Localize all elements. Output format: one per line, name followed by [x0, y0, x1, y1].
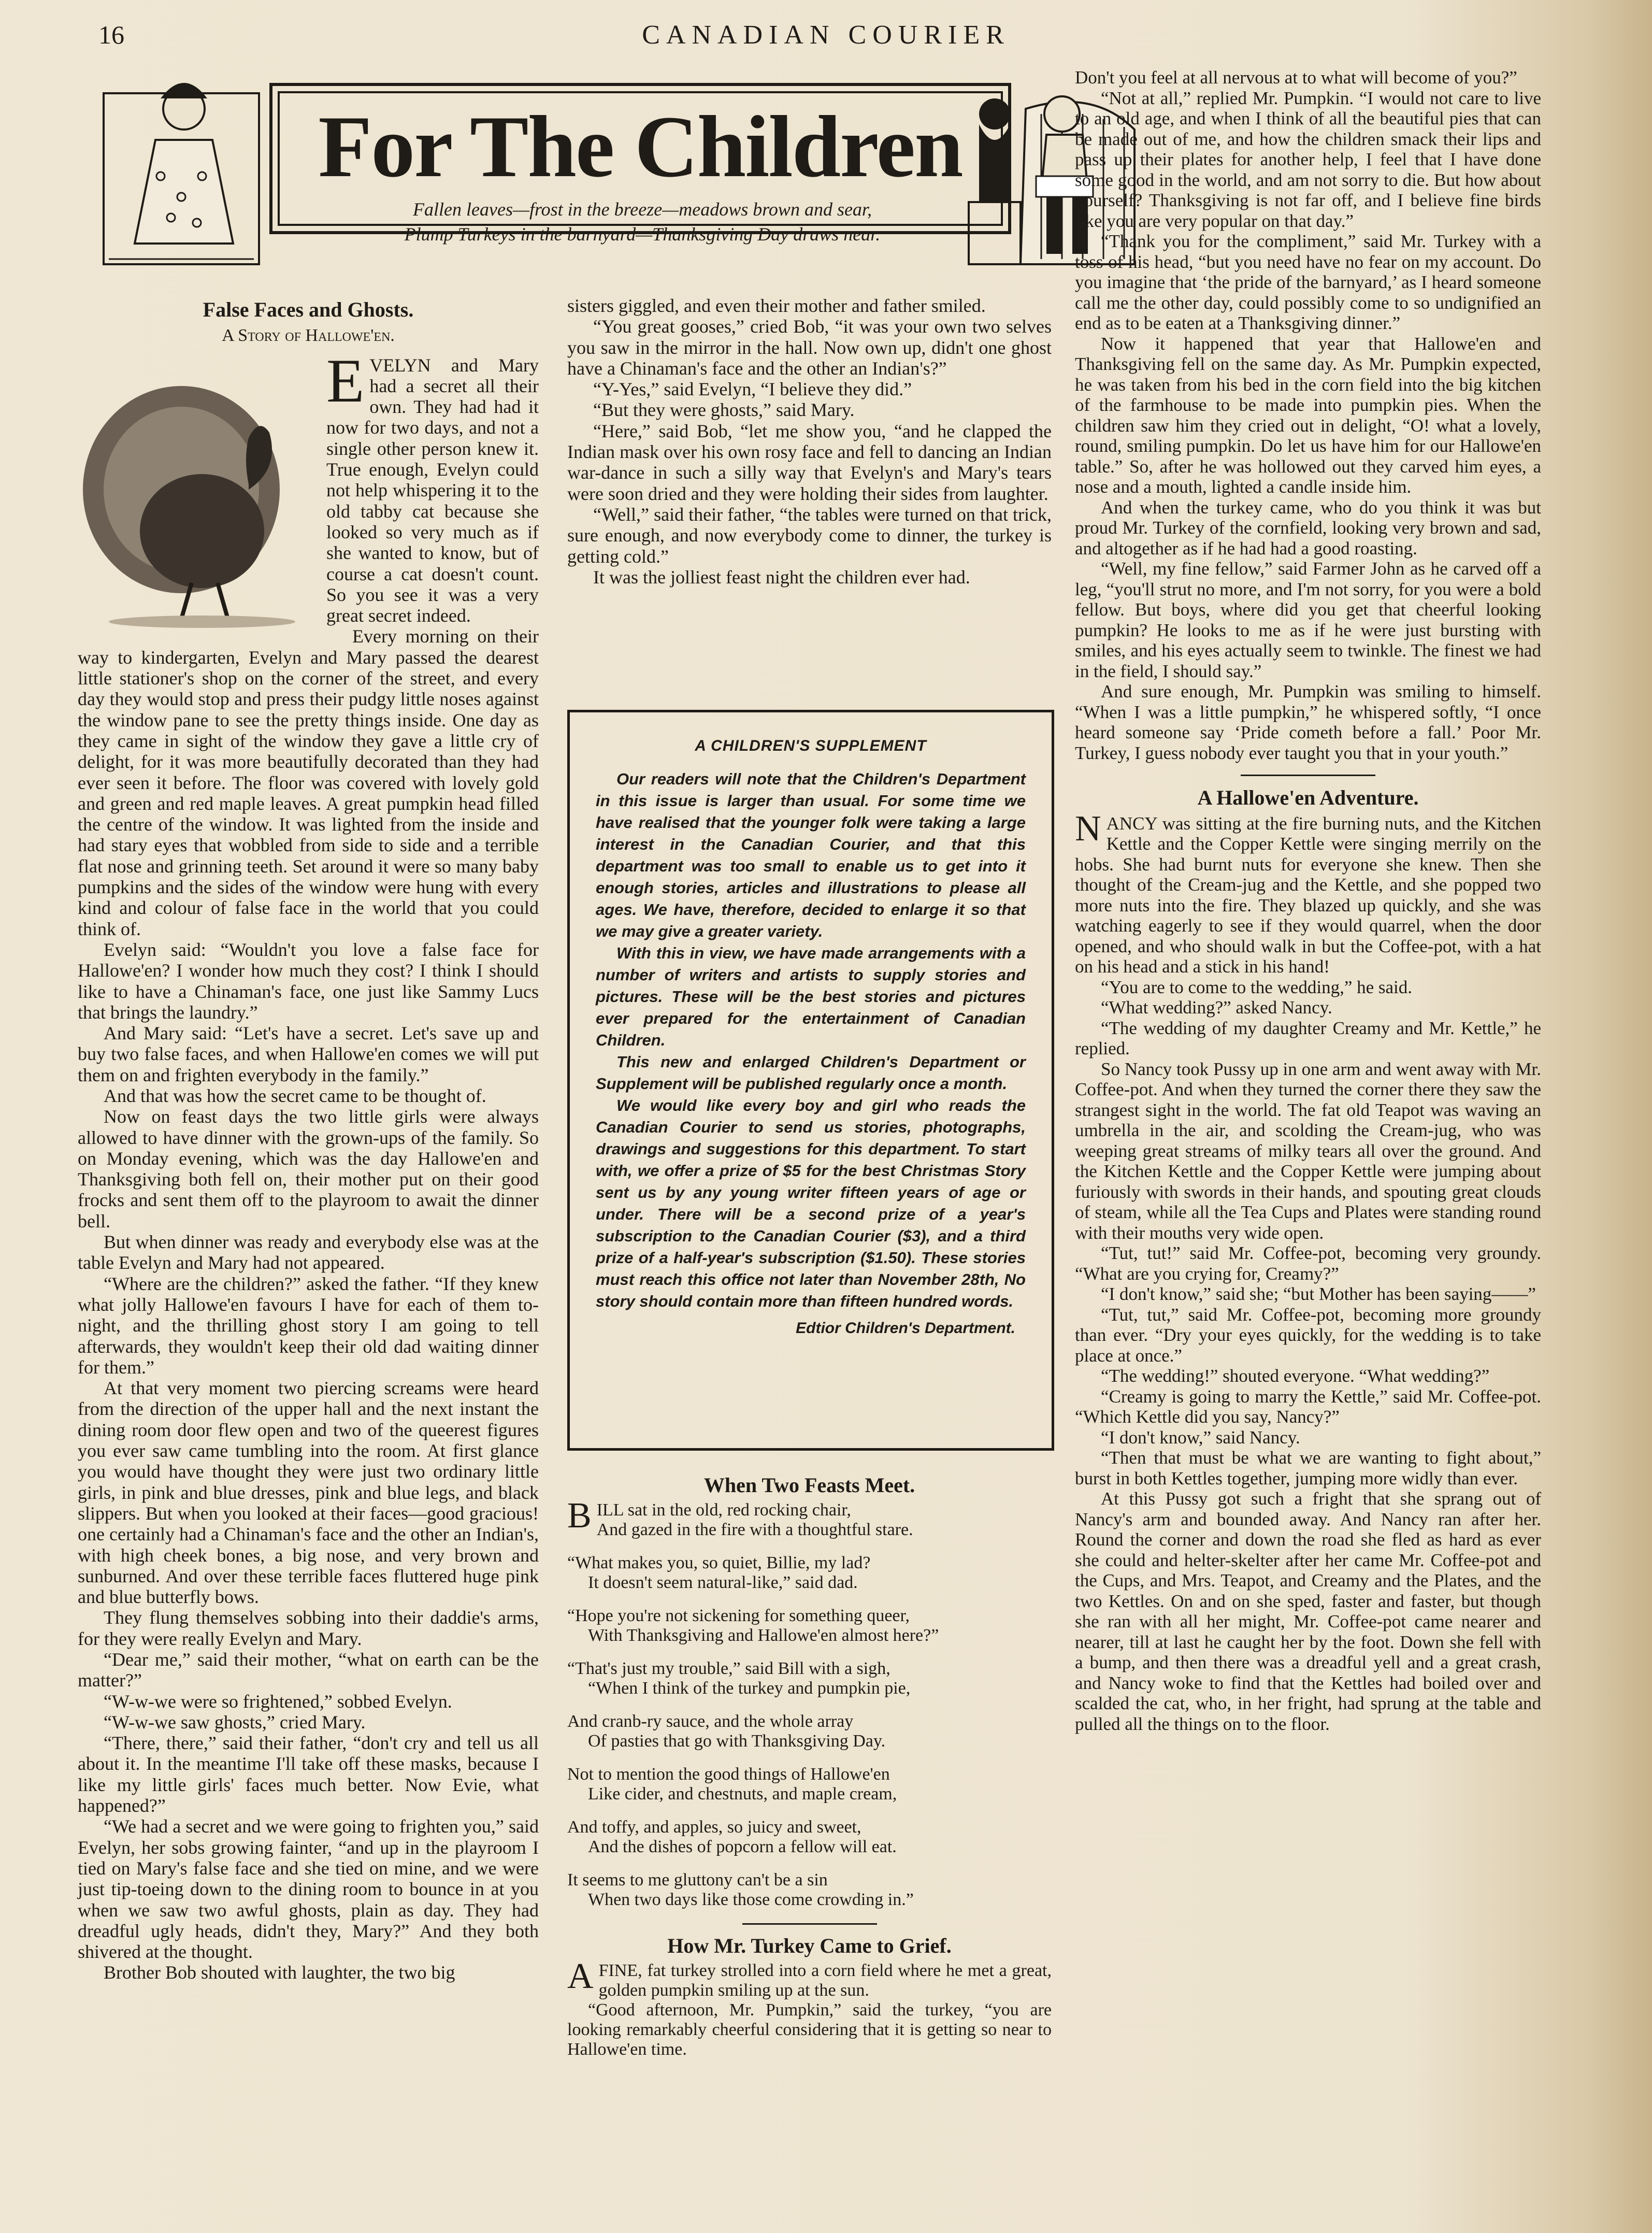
- poem-stanza: [567, 1765, 1052, 1804]
- paragraph: NANCY was sitting at the fire burning nuts, and the Kitchen Kettle and the Copper Kettle were singing merrily on the hobs. She had burnt nuts for everyone she knew. Then she thought of the Cream-jug and the Kettle, and she popped two more nuts into the fire. They blazed up quickly, and she was watching eagerly to see if they would quarrel, when the door opened, and who should walk in but the Coffee-pot, with a hat on his head and a stick in his hand!: [1075, 808, 1541, 977]
- paragraph: Our readers will note that the Children's Department in this issue is larger than usual. For some time we have realised that the younger folk were taking a large interest in the Canadian Courier, and that this department was too small to enable us to get into it enough stories, articles and illustrations to please all ages. We have, therefore, decided to enlarge it so that we may give a greater variety.: [596, 770, 1026, 940]
- paragraph: Evelyn said: “Wouldn't you love a false face for Hallowe'en? I wonder how much they cost? I think I should like to have a Chinaman's face, one just like Sammy Lucs that brings the laundry.”: [78, 939, 539, 1023]
- paragraph: With this in view, we have made arrangements with a number of writers and artists to supply stories and pictures. These will be the best stories and pictures ever prepared for the entertainment of Canadian Children.: [596, 944, 1026, 1049]
- paragraph: Now it happened that year that Hallowe'en and Thanksgiving fell on the same day. As Mr. Pumpkin expected, he was taken from his bed in the corn field into the big kitchen of the farmhouse to be made into pumpkin pies. When the children saw him they cried out in delight, “O! what a lovely, round, smiling pumpkin. Do let us have him for our Hallowe'en table.” So, after he was hollowed out they carved him eyes, a nose and a mouth, lighted a candle inside him.: [1075, 333, 1541, 497]
- story-title: How Mr. Turkey Came to Grief.: [667, 1934, 952, 1957]
- paragraph: So Nancy took Pussy up in one arm and went away with Mr. Coffee-pot. And when they turned the corner there they saw the strangest sight in the world. The fat old Teapot was waving an umbrella in the air, and scolding the Cream-jug, who was weeping great streams of milky tears all over the ground. And the Kitchen Kettle and the Copper Kettle were jumping about furiously with swords in their hands, and spouting great clouds of steam, while all the Tea Cups and Plates were standing round with their mouths very wide open.: [1075, 1058, 1541, 1243]
- paragraph: sisters giggled, and even their mother and father smiled.: [567, 295, 986, 316]
- story-title: A Hallowe'en Adventure.: [1197, 786, 1419, 809]
- paragraph: “Then that must be what we are wanting to fight about,” burst in both Kettles together, jumping more widly than ever.: [1075, 1448, 1541, 1488]
- supplement-signature: Edtior Children's Department.: [796, 1320, 1015, 1337]
- poem-line: “Hope you're not sickening for something queer,: [567, 1606, 910, 1625]
- paragraph: “We had a secret and we were going to frighten you,” said Evelyn, her sobs growing fainter, “and up in the playroom I tied on Mary's false face and she tied on mine, and we were just tip-toeing down to the dining room to bounce in at you when we saw two awful ghosts, plain as day. They had dreadful ugly heads, didn't they, Mary?” And they both shivered at the thought.: [78, 1816, 539, 1963]
- paragraph: Don't you feel at all nervous at to what will become of you?”: [1075, 67, 1517, 88]
- poem-line: Like cider, and chestnuts, and maple cream,: [588, 1784, 897, 1803]
- poem-line: “When I think of the turkey and pumpkin pie,: [588, 1679, 911, 1698]
- paragraph: Now on feast days the two little girls were always allowed to have dinner with the grown-ups of the family. So on Monday evening, which was the day Hallowe'en and Thanksgiving both fell on, their mother put on their good frocks and sent them off to the playroom to await the dinner bell.: [78, 1106, 539, 1232]
- column-1: [78, 290, 539, 1983]
- supplement-notice-box: [567, 710, 1054, 1451]
- paragraph: We would like every boy and girl who reads the Canadian Courier to send us stories, photographs, drawings and suggestions for this department. To start with, we offer a prize of $5 for the best Christmas Story sent us by any young writer fifteen years of age or under. There will be a second prize of a year's subscription to the Canadian Courier ($3), and a third prize of a half-year's subscription ($1.50). These stories must reach this office not later than November 28th, No story should contain more than fifteen hundred words.: [596, 1096, 1026, 1310]
- paragraph: At that very moment two piercing screams were heard from the direction of the upper hall and the next instant the dining room door flew open and two of the queerest figures you ever saw came tumbling into the room. At first glance you would have thought they were just two ordinary little girls, in pink and blue dresses, pink and blue legs, and black slippers. But when you looked at their faces—good gracious! one certainly had a Chinaman's face and the other an Indian's, with high cheek bones, a big nose, and very brown and sunburned. And over these terrible faces fluttered huge pink and blue butterfly bows.: [78, 1378, 539, 1608]
- paragraph: Brother Bob shouted with laughter, the two big: [104, 1962, 455, 1983]
- paragraph: “Good afternoon, Mr. Pumpkin,” said the turkey, “you are looking remarkably cheerful considering that it is getting so near to Hallowe'en time.: [567, 2000, 1052, 2059]
- poem-line: And cranb-ry sauce, and the whole array: [567, 1712, 854, 1731]
- page-header: [78, 10, 1574, 52]
- paragraph: “W-w-we were so frightened,” sobbed Evelyn.: [104, 1691, 452, 1712]
- paragraph: AFINE, fat turkey strolled into a corn field where he met a great, golden pumpkin smiling up at the sun.: [567, 1956, 1052, 2000]
- poem-line: BILL sat in the old, red rocking chair,: [567, 1496, 851, 1536]
- paragraph: And Mary said: “Let's have a secret. Let's save up and buy two false faces, and when Hallowe'en comes we will put them on and frighten everybody in the family.”: [78, 1023, 539, 1085]
- poem-line: And gazed in the fire with a thoughtful stare.: [596, 1520, 913, 1539]
- paragraph: “What wedding?” asked Nancy.: [1101, 997, 1332, 1018]
- poem-line: And the dishes of popcorn a fellow will eat.: [588, 1837, 897, 1856]
- poem-title: When Two Feasts Meet.: [703, 1473, 915, 1497]
- paragraph: “But they were ghosts,” said Mary.: [593, 399, 855, 421]
- story-title: False Faces and Ghosts.: [203, 298, 414, 321]
- poem-stanza: [567, 1659, 1052, 1698]
- poem-stanza: [567, 1553, 1052, 1593]
- poem-stanza: [567, 1712, 1052, 1751]
- supplement-title: A CHILDREN'S SUPPLEMENT: [695, 737, 927, 754]
- section-banner: [98, 62, 1078, 269]
- paragraph: “I don't know,” said Nancy.: [1101, 1427, 1300, 1448]
- paragraph: Every morning on their way to kindergarten, Evelyn and Mary passed the dearest little stationer's shop on the corner of the street, and every day they would stop and press their pudgy little noses against the window pane to see the pretty things inside. One day as they came in sight of the window they gave a little cry of delight, for it was more beautifully decorated than they had ever seen it before. The floor was covered with lovely gold and green and red maple leaves. A great pumpkin head filled the centre of the window. It was lighted from the inside and had stary eyes that wobbled from side to side and a terrible flat nose and grinning teeth. Set around it were so many baby pumpkins and the sides of the window were hung with every kind and colour of false face in the world that you could think of.: [78, 626, 539, 939]
- poem-line: “That's just my trouble,” said Bill with a sigh,: [567, 1659, 890, 1678]
- poem-line: “What makes you, so quiet, Billie, my lad?: [567, 1553, 871, 1572]
- paragraph: “Dear me,” said their mother, “what on earth can be the matter?”: [78, 1649, 539, 1691]
- poem-line: And toffy, and apples, so juicy and sweet,: [567, 1817, 861, 1837]
- paragraph: “Tut, tut!” said Mr. Coffee-pot, becoming very groundy. “What are you crying for, Creamy?”: [1075, 1243, 1541, 1284]
- drop-cap: B: [567, 1496, 592, 1536]
- paragraph: And that was how the secret came to be thought of.: [104, 1085, 486, 1106]
- poem-line: It seems to me gluttony can't be a sin: [567, 1870, 828, 1890]
- paragraph: “Here,” said Bob, “let me show you, “and he clapped the Indian mask over his own rosy face and fell to dancing an Indian war-dance in such a silly way that Evelyn's and Mary's tears were soon dried and they were holding their sides from laughter.: [567, 420, 1052, 504]
- drop-cap: A: [567, 1956, 594, 1996]
- section-title: For The Children: [318, 98, 963, 195]
- poem-line: When two days like those come crowding in.”: [588, 1890, 914, 1909]
- paragraph: “You great gooses,” cried Bob, “it was your own two selves you saw in the mirror in the hall. Now own up, didn't one ghost have a Chinaman's face and the other an Indian's?”: [567, 316, 1052, 379]
- paragraph: And sure enough, Mr. Pumpkin was smiling to himself. “When I was a little pumpkin,” he whispered softly, “I once heard someone say ‘Pride cometh before a fall.’ Poor Mr. Turkey, I guess nobody ever taught you that in your youth.”: [1075, 681, 1541, 763]
- divider: [742, 1923, 877, 1925]
- paragraph: “Thank you for the compliment,” said Mr. Turkey with a toss of his head, “but you need have no fear on my account. Do you imagine that ‘the pride of the barnyard,’ as I heard someone call me the other day, could possibly come to so undignified an end as to be eaten at a Thanksgiving dinner.”: [1075, 231, 1541, 333]
- paragraph: And when the turkey came, who do you think it was but proud Mr. Turkey of the cornfield, looking very brown and sad, and altogether as if he had had a good roasting.: [1075, 497, 1541, 559]
- paragraph: “Well, my fine fellow,” said Farmer John as he carved off a leg, “you'll strut no more, and I'm not sorry, for you were a bold fellow. But boys, where did you get that cheerful looking pumpkin? He looks to me as if he were just bursting with smiles, and his eyes actually seem to twinkle. The finest we had in the field, I should say.”: [1075, 559, 1541, 681]
- paragraph: EVELYN and Mary had a secret all their own. They had had it now for two days, and not a single other person knew it. True enough, Evelyn could not help whispering it to the old tabby cat because she looked so very much as if she wanted to know, but of course a cat doesn't count. So you see it was a very great secret indeed.: [326, 346, 539, 626]
- column-2-bottom: [567, 1466, 1052, 2059]
- poem-stanza: [567, 1496, 1052, 1540]
- paragraph: “Y-Yes,” said Evelyn, “I believe they did.”: [593, 379, 912, 400]
- verse-line: Fallen leaves—frost in the breeze—meadows brown and sear,: [413, 199, 872, 220]
- poem-stanza: [567, 1817, 1052, 1857]
- column-3: [1075, 67, 1541, 1734]
- banner-verse: [254, 197, 1031, 247]
- poem-line: It doesn't seem natural-like,” said dad.: [588, 1573, 858, 1592]
- paragraph: They flung themselves sobbing into their daddie's arms, for they were really Evelyn and Mary.: [78, 1607, 539, 1649]
- poem-line: Not to mention the good things of Hallowe'en: [567, 1765, 890, 1784]
- paragraph: This new and enlarged Children's Department or Supplement will be published regularly once a month.: [596, 1053, 1026, 1093]
- journal-title: CANADIAN COURIER: [642, 20, 1010, 50]
- paragraph: “The wedding!” shouted everyone. “What wedding?”: [1101, 1366, 1490, 1386]
- paragraph: It was the jolliest feast night the children ever had.: [593, 566, 970, 588]
- drop-cap: N: [1075, 808, 1101, 849]
- page-number: 16: [98, 20, 124, 49]
- column-2-top: [567, 295, 1052, 588]
- drop-cap: E: [326, 346, 365, 415]
- poem-stanza: [567, 1870, 1052, 1910]
- verse-line: Plump Turkeys in the barnyard—Thanksgiving Day draws near.: [404, 224, 881, 245]
- paragraph: “Well,” said their father, “the tables were turned on that trick, sure enough, and now everybody come to dinner, the turkey is getting cold.”: [567, 504, 1052, 567]
- girl-illustration: [98, 62, 269, 269]
- supplement-body: [570, 768, 1052, 1312]
- turkey-illustration: [78, 360, 316, 629]
- poem-stanza: [567, 1606, 1052, 1645]
- paragraph: But when dinner was ready and everybody else was at the table Evelyn and Mary had not appeared.: [78, 1232, 539, 1273]
- paragraph: “There, there,” said their father, “don't cry and tell us all about it. In the meantime I'll take off these masks, because I like my little girls' faces much better. Now Evie, what happened?”: [78, 1733, 539, 1816]
- paragraph: “You are to come to the wedding,” he said.: [1101, 977, 1413, 997]
- paragraph: At this Pussy got such a fright that she sprang out of Nancy's arm and bounded away. And Nancy ran after her. Round the corner and down the road she fled as hard as ever she could and helter-skelter after her came Mr. Coffee-pot and the Cups, and Mrs. Teapot, and Creamy and the Plates, and the two Kettles. On and on she sped, faster and faster, but though she ran with all her might, Mr. Coffee-pot came nearer and nearer, till at last he caught her by the foot. Down she fell with a bump, and then there was a dreadful yell and a great crash, and Nancy woke to find that the Kettles had boiled over and scalded the cat, who, in her fright, had sprung at the table and pulled all the things on to the floor.: [1075, 1488, 1541, 1734]
- paragraph: “Tut, tut,” said Mr. Coffee-pot, becoming more groundy than ever. “Dry your eyes quickly, for the wedding is to take place at once.”: [1075, 1304, 1541, 1366]
- paragraph: “Where are the children?” asked the father. “If they knew what jolly Hallowe'en favours I have for each of them to-night, and the thrilling ghost story I am going to tell afterwards, they wouldn't keep their old dad waiting dinner for them.”: [78, 1273, 539, 1378]
- story-subtitle: A Story of Hallowe'en.: [222, 326, 395, 346]
- paragraph: “The wedding of my daughter Creamy and Mr. Kettle,” he replied.: [1075, 1018, 1541, 1058]
- paragraph: “Creamy is going to marry the Kettle,” said Mr. Coffee-pot. “Which Kettle did you say, Nancy?”: [1075, 1386, 1541, 1427]
- paragraph: “W-w-we saw ghosts,” cried Mary.: [104, 1711, 366, 1733]
- divider: [1241, 775, 1375, 776]
- poem-line: With Thanksgiving and Hallowe'en almost here?”: [588, 1626, 939, 1645]
- paragraph: “I don't know,” said she; “but Mother has been saying——”: [1101, 1284, 1536, 1304]
- poem-line: Of pasties that go with Thanksgiving Day.: [588, 1731, 886, 1751]
- paragraph: “Not at all,” replied Mr. Pumpkin. “I would not care to live to an old age, and when I think of all the beautiful pies that can be made out of me, and how the children smack their lips and pass up their plates for another help, I feel that I have done some good in the world, and am not sorry to die. But how about yourself? Thanksgiving is not far off, and I believe fine birds like you are very popular on that day.”: [1075, 88, 1541, 231]
